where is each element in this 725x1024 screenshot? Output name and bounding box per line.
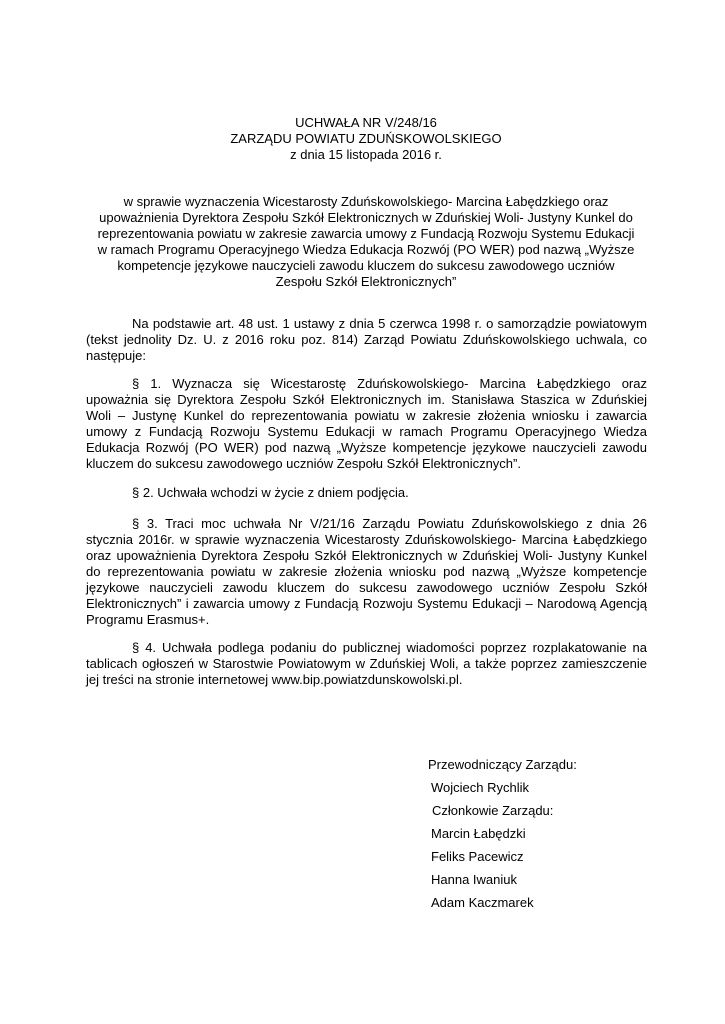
subject-line: w sprawie wyznaczenia Wicestarosty Zduńskowolskiego- Marcina Łabędzkiego oraz [123, 194, 609, 209]
subject-line: w ramach Programu Operacyjnego Wiedza Edukacja Rozwój (PO WER) pod nazwą „Wyższe [97, 242, 635, 257]
chair-name: Wojciech Rychlik [431, 780, 530, 795]
section-2-paragraph: § 2. Uchwała wchodzi w życie z dniem podjęcia. [132, 485, 409, 500]
member-name: Feliks Pacewicz [431, 849, 524, 864]
subject-line: Zespołu Szkół Elektronicznych” [275, 274, 457, 289]
resolution-date: z dnia 15 listopada 2016 r. [290, 147, 442, 162]
subject-line: upoważnienia Dyrektora Zespołu Szkół Elektronicznych w Zduńskiej Woli- Justyny Kunkel do [99, 210, 633, 225]
section-4-paragraph: § 4. Uchwała podlega podaniu do publicznej wiadomości poprzez rozplakatowanie na tablicach ogłoszeń w Starostwie Powiatowym w Zduńskiej Woli, a także poprzez zamieszczenie jej treści na stronie internetowej www.bip.powiatzdunskowolski.pl. [86, 640, 647, 687]
issuing-body: ZARZĄDU POWIATU ZDUŃSKOWOLSKIEGO [230, 131, 502, 146]
chair-title: Przewodniczący Zarządu: [428, 757, 577, 772]
section-1-paragraph: § 1. Wyznacza się Wicestarostę Zduńskowolskiego- Marcina Łabędzkiego oraz upoważnia się Dyrektora Zespołu Szkół Elektronicznych im. Stanisława Staszica w Zduńskiej Woli – Justynę Kunkel do reprezentowania powiatu w zakresie złożenia wniosku i zawarcia umowy z Fundacją Rozwoju Systemu Edukacji w ramach Programu Operacyjnego Wiedza Edukacja Rozwój (PO WER) pod nazwą „Wyższe kompetencje językowe nauczycieli zawodu kluczem do sukcesu zawodowego uczniów Zespołu Szkół Elektronicznych”. [86, 376, 647, 471]
resolution-header [86, 115, 646, 163]
subject-line: kompetencje językowe nauczycieli zawodu kluczem do sukcesu zawodowego uczniów [117, 258, 615, 273]
members-title: Członkowie Zarządu: [432, 803, 554, 818]
member-name: Adam Kaczmarek [431, 895, 534, 910]
subject-line: reprezentowania powiatu w zakresie zawarcia umowy z Fundacją Rozwoju Systemu Edukacji [97, 226, 635, 241]
member-name: Marcin Łabędzki [431, 826, 526, 841]
resolution-number: UCHWAŁA NR V/248/16 [295, 115, 437, 130]
member-name: Hanna Iwaniuk [431, 872, 517, 887]
resolution-subject [86, 194, 646, 290]
legal-basis-paragraph: Na podstawie art. 48 ust. 1 ustawy z dnia 5 czerwca 1998 r. o samorządzie powiatowym (tekst jednolity Dz. U. z 2016 roku poz. 814) Zarząd Powiatu Zduńskowolskiego uchwala, co następuje: [86, 316, 647, 363]
section-3-paragraph: § 3. Traci moc uchwała Nr V/21/16 Zarządu Powiatu Zduńskowolskiego z dnia 26 stycznia 2016r. w sprawie wyznaczenia Wicestarosty Zduńskowolskiego- Marcina Łabędzkiego oraz upoważnienia Dyrektora Zespołu Szkół Elektronicznych w Zduńskiej Woli- Justyny Kunkel do reprezentowania powiatu w zakresie złożenia wniosku pod nazwą „Wyższe kompetencje językowe nauczycieli zawodu kluczem do sukcesu zawodowego uczniów Zespołu Szkół Elektronicznych” i zawarcia umowy z Fundacją Rozwoju Systemu Edukacji – Narodową Agencją Programu Erasmus+. [86, 516, 647, 627]
